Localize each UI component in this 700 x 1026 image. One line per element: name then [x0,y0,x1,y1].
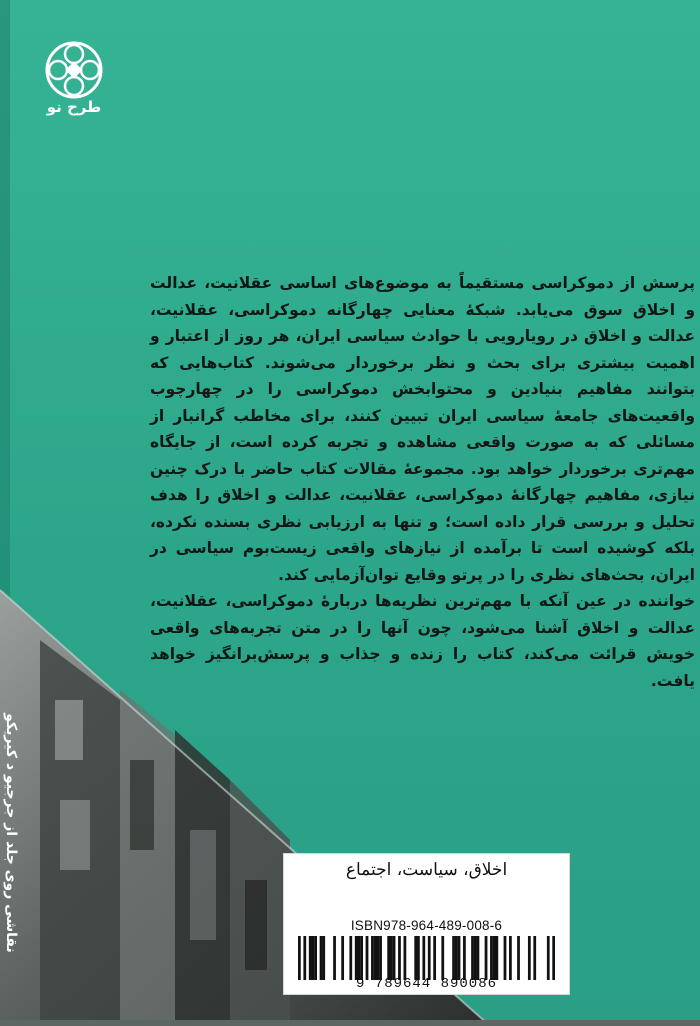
barcode-bar [533,936,536,980]
barcode-bar [303,936,306,980]
barcode-bar [341,936,344,980]
barcode-bar [404,936,407,980]
barcode-bar [452,936,455,980]
barcode-bar [366,936,369,980]
barcode-bar [433,936,436,980]
publisher-logo [44,40,104,130]
barcode-bar [495,936,498,980]
barcode-bar [393,936,396,980]
barcode-bar [428,936,431,980]
barcode-bar [455,936,458,980]
barcode-bar [333,936,336,980]
blurb-paragraph: پرسش از دموکراسی مستقیماً به موضوع‌های اساسی عقلانیت، عدالت و اخلاق سوق می‌یابد. شبکهٔ معنایی چهارگانه دموکراسی، عقلانیت، عدالت و اخلاق در رویارویی با حوادث سیاسی ایران، هر روز از اعتبار و اهمیت بیشتری برای بحث و نظر برخوردار می‌شوند. کتاب‌هایی که بتوانند مفاهیم بنیادین و محتوابخش دموکراسی را در چهارچوب واقعیت‌های جامعهٔ سیاسی ایران تبیین کنند، برای مخاطب گرانبار از مسائلی که به صورت واقعی مشاهده و تجربه کرده است، از جایگاه مهم‌تری برخوردار خواهد بود. مجموعهٔ مقالات کتاب حاضر با درک چنین نیازی، مفاهیم چهارگانهٔ دموکراسی، عقلانیت، عدالت و اخلاق را هدف تحلیل و بررسی قرار داده است؛ و تنها به ارزیابی نظری بسنده نکرده، بلکه کوشیده است تا برآمده از نیازهای واقعی زیست‌بوم سیاسی در ایران، بحث‌های نظری را در پرتو وقایع توان‌آزمایی کند. [150,274,695,584]
blurb-text [150,270,695,694]
barcode-bar [371,936,374,980]
barcode-bar [349,936,352,980]
barcode-digits: 9 789644 890086 [355,976,498,992]
barcode-bar [463,936,466,980]
barcode-bar [477,936,480,980]
barcode-card [283,853,570,995]
barcode-bar [504,936,507,980]
barcode-bar [474,936,477,980]
publisher-name: طرح نو [46,98,102,116]
bottom-edge [0,1020,700,1026]
barcode-bar [485,936,488,980]
isbn-label: ISBN978-964-489-008-6 [350,918,503,933]
series-title: اخلاق، سیاست، اجتماع [345,860,508,880]
barcode-bar [509,936,512,980]
barcode-bar [528,936,531,980]
barcode-bar [298,936,301,980]
barcode-bar [552,936,555,980]
barcode-bar [493,936,496,980]
barcode-bar [309,936,312,980]
barcode-bar [314,936,317,980]
barcode-bar [441,936,444,980]
barcode-bar [387,936,390,980]
barcode-bar [320,936,323,980]
barcode-bar [376,936,379,980]
barcode [298,936,555,980]
barcode-bar [358,936,361,980]
barcode-bar [322,936,325,980]
barcode-bar [422,936,425,980]
blurb-paragraph: خواننده در عین آنکه با مهم‌ترین نظریه‌ها دربارهٔ دموکراسی، عقلانیت، عدالت و اخلاق آشنا می‌شود، چون آنها را در متن تجربه‌های واقعی خویش قرائت می‌کند، کتاب را زنده و جذاب و پرسش‌برانگیز خواهد یافت. [150,592,695,690]
barcode-bar [471,936,474,980]
barcode-bar [414,936,417,980]
barcode-bar [417,936,420,980]
barcode-bar [547,936,550,980]
barcode-bar [312,936,315,980]
barcode-bar [360,936,363,980]
barcode-bar [458,936,461,980]
barcode-bar [379,936,382,980]
barcode-bar [374,936,377,980]
barcode-bar [355,936,358,980]
cover-art-credit: نقاشی روی جلد از جرجیو د کیریکو [3,713,19,953]
barcode-bar [398,936,401,980]
barcode-bar [517,936,520,980]
flower-emblem-icon [44,40,104,100]
barcode-bar [490,936,493,980]
barcode-bar [390,936,393,980]
